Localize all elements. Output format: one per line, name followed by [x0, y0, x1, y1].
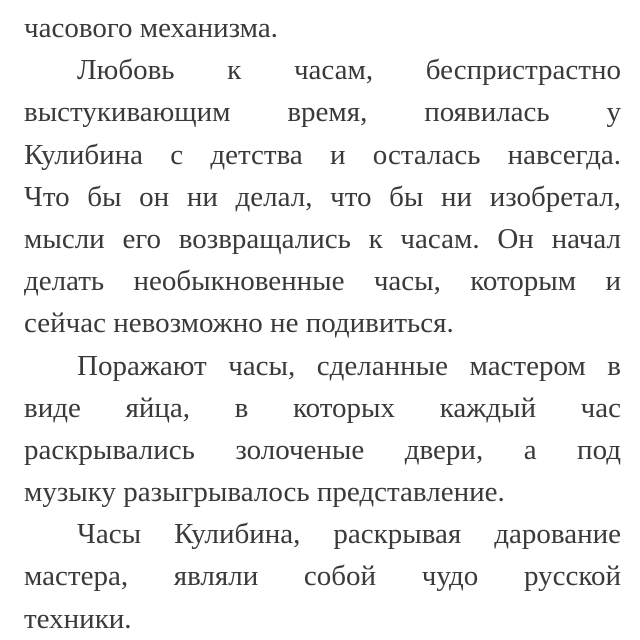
paragraph-egg-clock	[24, 345, 621, 514]
text-line: Часы Кулибина, раскрывая дарование	[77, 518, 621, 551]
document-text	[24, 7, 621, 640]
text-line: Что бы он ни делал, что бы ни изобретал,	[24, 180, 621, 213]
paragraph-conclusion	[24, 513, 621, 640]
paragraph-kulibin-love-of-clocks	[24, 49, 621, 344]
text-line: Поражают часы, сделанные мастером в	[77, 349, 621, 382]
text-line: делать необыкновенные часы, которым и	[24, 265, 621, 298]
paragraph-fragment	[24, 7, 621, 49]
text-line: мастера, являли собой чудо русской	[24, 560, 621, 593]
text-line: виде яйца, в которых каждый час	[24, 391, 621, 424]
text-line: Любовь к часам, беспристрастно	[77, 54, 621, 87]
text-line: сейчас невозможно не подивиться.	[24, 307, 454, 340]
text-line: техники.	[24, 602, 132, 635]
text-line: раскрывались золоченые двери, а под	[24, 433, 621, 466]
text-line: часового механизма.	[24, 12, 278, 44]
text-line: мысли его возвращались к часам. Он начал	[24, 222, 621, 255]
text-line: Кулибина с детства и осталась навсегда.	[24, 138, 621, 171]
text-line: выстукивающим время, появилась у	[24, 96, 621, 129]
text-line: музыку разыгрывалось представление.	[24, 476, 505, 509]
